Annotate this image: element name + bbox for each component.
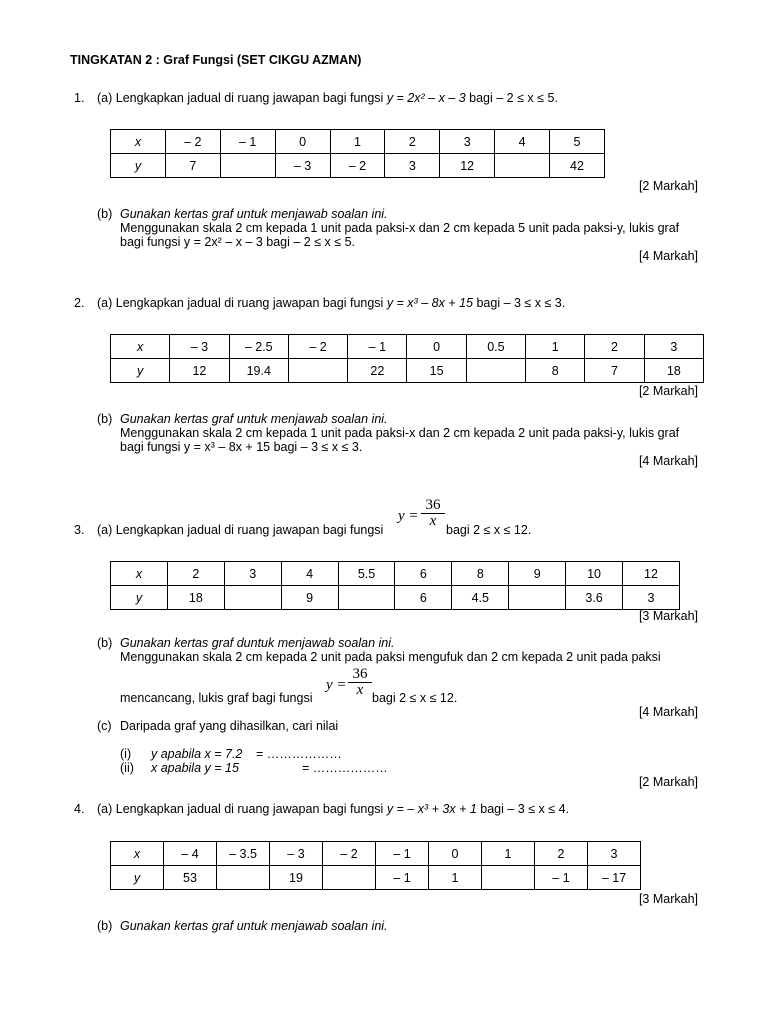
table-row-x — [111, 562, 680, 586]
table-cell-y — [217, 866, 270, 890]
table-cell-x: – 1 — [348, 335, 407, 359]
question-3c-ii-answer: = ……………… — [302, 761, 388, 775]
table-row-x — [111, 130, 605, 154]
table-cell-y: 15 — [407, 359, 466, 383]
table-cell-y: 4.5 — [452, 586, 509, 610]
table-cell-y: – 2 — [330, 154, 385, 178]
table-cell-y: 18 — [167, 586, 224, 610]
table-cell-y: 3 — [623, 586, 680, 610]
question-3c-i-label: (i) — [120, 747, 132, 761]
fraction-numerator: 36 — [421, 498, 445, 514]
question-3-number: 3. — [74, 523, 85, 537]
table-header-y: y — [111, 359, 170, 383]
question-1a-prompt: Lengkapkan jadual di ruang jawapan bagi fungsi — [115, 91, 387, 105]
question-2a-label: (a) — [97, 296, 113, 310]
question-1a-label: (a) — [97, 91, 113, 105]
table-row-x — [111, 335, 704, 359]
table-cell-y — [495, 154, 550, 178]
question-3b-fraction — [348, 667, 372, 698]
page-title: TINGKATAN 2 : Graf Fungsi (SET CIKGU AZMAN) — [70, 53, 362, 67]
question-4a-marks: [3 Markah] — [638, 892, 698, 906]
question-2-number: 2. — [74, 296, 85, 310]
question-4-value-table — [110, 841, 641, 890]
question-2b-function: bagi fungsi y = x³ – 8x + 15 bagi – 3 ≤ x ≤ 3. — [120, 440, 363, 454]
table-cell-y: 9 — [281, 586, 338, 610]
table-cell-y: 1 — [429, 866, 482, 890]
table-cell-x: 5 — [550, 130, 605, 154]
question-1b-function: bagi fungsi y = 2x² – x – 3 bagi – 2 ≤ x ≤ 5. — [120, 235, 356, 249]
table-cell-x: 4 — [281, 562, 338, 586]
table-header-x: x — [111, 130, 166, 154]
table-cell-y: 12 — [440, 154, 495, 178]
table-cell-x: 2 — [535, 842, 588, 866]
table-row-y — [111, 586, 680, 610]
table-cell-y: 7 — [585, 359, 644, 383]
table-cell-x: 9 — [509, 562, 566, 586]
question-3b-marks: [4 Markah] — [638, 705, 698, 719]
table-cell-y: 8 — [526, 359, 585, 383]
question-3c-text: Daripada graf yang dihasilkan, cari nilai — [120, 719, 339, 733]
table-cell-x: – 3 — [170, 335, 229, 359]
question-3b-instruction: Gunakan kertas graf duntuk menjawab soalan ini. — [120, 636, 395, 650]
question-3b-fraction-lhs: y = — [326, 677, 347, 693]
question-1a-marks: [2 Markah] — [638, 179, 698, 193]
question-1a-domain: bagi – 2 ≤ x ≤ 5. — [465, 91, 558, 105]
question-2-value-table — [110, 334, 704, 383]
table-cell-y: 12 — [170, 359, 229, 383]
table-cell-x: – 1 — [220, 130, 275, 154]
fraction-denominator: x — [356, 682, 364, 698]
table-cell-y: 53 — [164, 866, 217, 890]
table-cell-x: 0 — [275, 130, 330, 154]
table-cell-x: 3 — [588, 842, 641, 866]
question-3a-fraction — [421, 498, 445, 529]
table-cell-y: 3.6 — [566, 586, 623, 610]
fraction-numerator: 36 — [348, 667, 372, 683]
table-cell-x: – 2 — [165, 130, 220, 154]
table-cell-y: 19 — [270, 866, 323, 890]
table-row-y — [111, 866, 641, 890]
question-2b-instruction: Gunakan kertas graf untuk menjawab soalan ini. — [120, 412, 388, 426]
table-cell-y — [482, 866, 535, 890]
question-4b-label: (b) — [97, 919, 113, 933]
table-cell-y: 18 — [644, 359, 703, 383]
question-3c-ii-text: x apabila y = 15 — [151, 761, 239, 775]
question-3a-marks: [3 Markah] — [638, 609, 698, 623]
table-cell-y: – 1 — [376, 866, 429, 890]
table-cell-x: – 2 — [288, 335, 347, 359]
table-cell-y — [288, 359, 347, 383]
question-2a-prompt: Lengkapkan jadual di ruang jawapan bagi fungsi — [115, 296, 387, 310]
table-cell-y: 3 — [385, 154, 440, 178]
question-4b-instruction: Gunakan kertas graf untuk menjawab soalan ini. — [120, 919, 388, 933]
table-cell-x: 3 — [644, 335, 703, 359]
table-cell-x: – 3.5 — [217, 842, 270, 866]
question-3c-marks: [2 Markah] — [638, 775, 698, 789]
question-3a-label: (a) — [97, 523, 113, 537]
table-row-y — [111, 154, 605, 178]
question-4a-domain: bagi – 3 ≤ x ≤ 4. — [476, 802, 570, 816]
table-cell-y — [466, 359, 525, 383]
table-cell-x: 3 — [440, 130, 495, 154]
table-header-x: x — [111, 562, 168, 586]
question-3a-text — [97, 523, 383, 537]
table-cell-x: 2 — [385, 130, 440, 154]
question-4a-label: (a) — [97, 802, 113, 816]
question-3c-ii-label: (ii) — [120, 761, 134, 775]
question-2b-label: (b) — [97, 412, 113, 426]
table-cell-y: – 17 — [588, 866, 641, 890]
question-3c-i-answer: = ……………… — [256, 747, 342, 761]
question-1a-text — [97, 91, 558, 105]
question-3a-domain: bagi 2 ≤ x ≤ 12. — [446, 523, 532, 537]
table-cell-x: 0 — [407, 335, 466, 359]
question-1a-function: y = 2x² – x – 3 — [386, 91, 466, 105]
table-cell-x: – 4 — [164, 842, 217, 866]
table-cell-x: 1 — [526, 335, 585, 359]
table-cell-y: – 3 — [275, 154, 330, 178]
table-cell-x: 0.5 — [466, 335, 525, 359]
question-1-number: 1. — [74, 91, 85, 105]
table-cell-y: 19.4 — [229, 359, 288, 383]
question-3b-label: (b) — [97, 636, 113, 650]
table-cell-x: – 2 — [323, 842, 376, 866]
table-header-y: y — [111, 586, 168, 610]
question-4a-prompt: Lengkapkan jadual di ruang jawapan bagi fungsi — [115, 802, 387, 816]
question-1b-scale: Menggunakan skala 2 cm kepada 1 unit pada paksi-x dan 2 cm kepada 5 unit pada paksi-y, lukis graf — [120, 221, 680, 235]
table-header-y: y — [111, 866, 164, 890]
table-cell-y: 22 — [348, 359, 407, 383]
question-2a-function: y = x³ – 8x + 15 — [386, 296, 473, 310]
table-cell-x: 5.5 — [338, 562, 395, 586]
question-3b-function-prompt: mencancang, lukis graf bagi fungsi — [120, 691, 313, 705]
question-1b-instruction: Gunakan kertas graf untuk menjawab soalan ini. — [120, 207, 388, 221]
table-cell-y — [338, 586, 395, 610]
fraction-denominator: x — [429, 513, 437, 529]
question-2a-domain: bagi – 3 ≤ x ≤ 3. — [472, 296, 566, 310]
question-1b-label: (b) — [97, 207, 113, 221]
question-3c-i-text: y apabila x = 7.2 — [151, 747, 243, 761]
table-cell-x: – 1 — [376, 842, 429, 866]
table-row-x — [111, 842, 641, 866]
question-3-value-table — [110, 561, 680, 610]
table-cell-y — [323, 866, 376, 890]
question-4a-text — [97, 802, 569, 816]
table-row-y — [111, 359, 704, 383]
table-cell-y — [509, 586, 566, 610]
table-cell-x: 12 — [623, 562, 680, 586]
table-cell-y — [220, 154, 275, 178]
table-cell-x: 0 — [429, 842, 482, 866]
table-cell-y — [224, 586, 281, 610]
table-cell-y: 7 — [165, 154, 220, 178]
question-2a-text — [97, 296, 565, 310]
table-header-y: y — [111, 154, 166, 178]
table-cell-y: – 1 — [535, 866, 588, 890]
table-cell-x: – 2.5 — [229, 335, 288, 359]
question-2b-marks: [4 Markah] — [638, 454, 698, 468]
question-1-value-table — [110, 129, 605, 178]
table-header-x: x — [111, 335, 170, 359]
question-3a-prompt: Lengkapkan jadual di ruang jawapan bagi fungsi — [115, 523, 384, 537]
table-cell-y: 42 — [550, 154, 605, 178]
table-cell-x: 2 — [585, 335, 644, 359]
question-3c-label: (c) — [97, 719, 112, 733]
question-2b-scale: Menggunakan skala 2 cm kepada 1 unit pada paksi-x dan 2 cm kepada 2 unit pada paksi-y, lukis graf — [120, 426, 680, 440]
question-4a-function: y = – x³ + 3x + 1 — [386, 802, 477, 816]
table-cell-x: 4 — [495, 130, 550, 154]
table-cell-x: – 3 — [270, 842, 323, 866]
table-cell-x: 6 — [395, 562, 452, 586]
question-3a-fraction-lhs: y = — [398, 508, 419, 524]
table-cell-x: 3 — [224, 562, 281, 586]
table-header-x: x — [111, 842, 164, 866]
question-2a-marks: [2 Markah] — [638, 384, 698, 398]
question-1b-marks: [4 Markah] — [638, 249, 698, 263]
table-cell-x: 2 — [167, 562, 224, 586]
question-3b-domain: bagi 2 ≤ x ≤ 12. — [372, 691, 458, 705]
table-cell-x: 1 — [330, 130, 385, 154]
table-cell-x: 8 — [452, 562, 509, 586]
table-cell-y: 6 — [395, 586, 452, 610]
question-4-number: 4. — [74, 802, 85, 816]
table-cell-x: 1 — [482, 842, 535, 866]
question-3b-scale: Menggunakan skala 2 cm kepada 2 unit pada paksi mengufuk dan 2 cm kepada 2 unit pada paksi — [120, 650, 661, 664]
table-cell-x: 10 — [566, 562, 623, 586]
